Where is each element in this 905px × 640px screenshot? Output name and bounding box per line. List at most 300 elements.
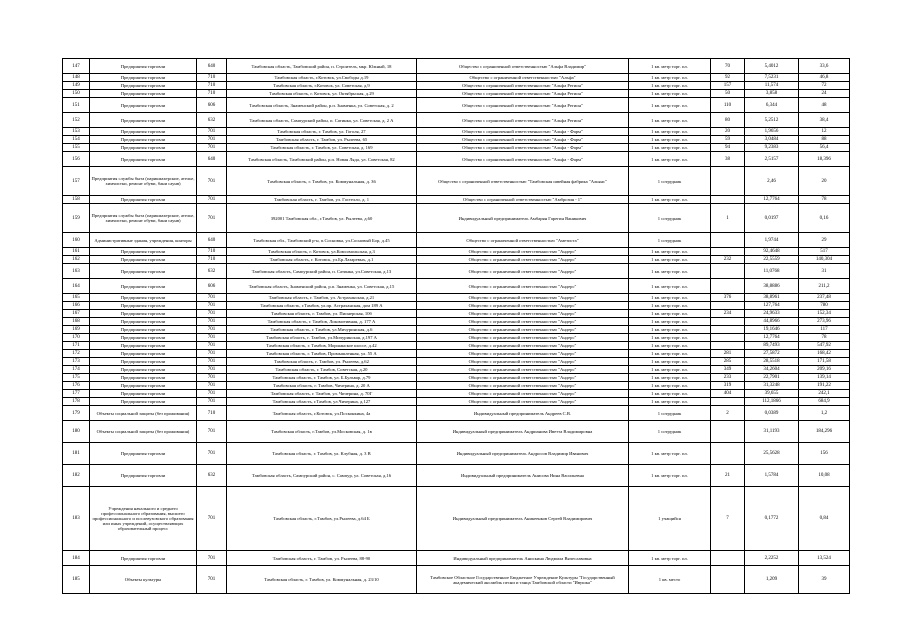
cell-norm-value[interactable]: 209,16	[799, 366, 850, 374]
cell-address[interactable]: Тамбовская область, г. Тамбов, ул. Советская, д. 169	[227, 144, 417, 152]
cell-volume-value[interactable]: 1,9656	[745, 128, 799, 136]
cell-address[interactable]: Тамбовская область, г. Тамбов, ул. Рылеева, д.62	[227, 358, 417, 366]
cell-organization-name[interactable]: Общество с ограниченной ответственностью "Андерс"	[417, 382, 629, 390]
cell-quantity[interactable]	[711, 248, 745, 256]
cell-row-number[interactable]: 182	[63, 465, 90, 487]
cell-okato-code[interactable]: 640	[197, 59, 227, 74]
cell-volume-value[interactable]: 9,2383	[745, 144, 799, 152]
cell-norm-value[interactable]: 78	[799, 196, 850, 204]
cell-volume-value[interactable]: 1,209	[745, 566, 799, 594]
cell-calc-unit[interactable]: 1 сотрудник	[629, 233, 711, 248]
cell-address[interactable]: Тамбовская область, г. Тамбов, ул. Рылеева, 65	[227, 136, 417, 144]
cell-address[interactable]: Тамбовская область, г. Тамбов, ул. Чичерина, д. 70Г	[227, 390, 417, 398]
cell-row-number[interactable]: 183	[63, 487, 90, 551]
cell-organization-name[interactable]: Общество с ограниченной ответственностью "Тамбовская швейная фабрика "Альянс"	[417, 167, 629, 196]
cell-organization-name[interactable]: Общество с ограниченной ответственностью "Андерс"	[417, 374, 629, 382]
cell-volume-value[interactable]: 7,5231	[745, 74, 799, 82]
cell-address[interactable]: Тамбовская область, Сампурский район, с. Сампур, ул. Советская, д.16	[227, 465, 417, 487]
cell-address[interactable]: Тамбовская область, г. Тамбов, ул. Гастелло, д. 1	[227, 196, 417, 204]
cell-quantity[interactable]: 404	[711, 390, 745, 398]
cell-norm-value[interactable]: 48	[799, 98, 850, 113]
cell-object-type[interactable]: Предприятия торговли	[90, 334, 197, 342]
cell-okato-code[interactable]: 701	[197, 443, 227, 465]
cell-volume-value[interactable]: 24,9633	[745, 310, 799, 318]
cell-address[interactable]: Тамбовская область, Тамбовский район, п. Строитель, мкр. Южный, 18	[227, 59, 417, 74]
cell-norm-value[interactable]: 0,16	[799, 204, 850, 233]
cell-row-number[interactable]: 174	[63, 366, 90, 374]
cell-row-number[interactable]: 158	[63, 196, 90, 204]
cell-address[interactable]: Тамбовская область, г. Котовск, ул.Комсомольская, д.3	[227, 248, 417, 256]
cell-row-number[interactable]: 185	[63, 566, 90, 594]
cell-okato-code[interactable]: 701	[197, 350, 227, 358]
cell-object-type[interactable]: Предприятия торговли	[90, 294, 197, 302]
cell-address[interactable]: Тамбовская область, г.Котовск, ул. Советская, д.9	[227, 82, 417, 90]
cell-norm-value[interactable]: 184,296	[799, 421, 850, 443]
cell-row-number[interactable]: 175	[63, 374, 90, 382]
cell-volume-value[interactable]: 2,46	[745, 167, 799, 196]
cell-quantity[interactable]: 38	[711, 152, 745, 167]
cell-organization-name[interactable]: Общество с ограниченной ответственностью "Андерс"	[417, 279, 629, 294]
cell-calc-unit[interactable]: 1 сотрудник	[629, 204, 711, 233]
cell-quantity[interactable]	[711, 342, 745, 350]
cell-norm-value[interactable]: 152,34	[799, 310, 850, 318]
cell-row-number[interactable]: 162	[63, 256, 90, 264]
cell-volume-value[interactable]: 39,655	[745, 390, 799, 398]
cell-quantity[interactable]: 232	[711, 256, 745, 264]
cell-address[interactable]: Тамбовская область, Знаменский район, р.п. Знаменка, ул. Советская, д. 2	[227, 98, 417, 113]
cell-address[interactable]: Тамбовская область, г. Тамбов, Локомотивная, д. 177 А	[227, 318, 417, 326]
cell-organization-name[interactable]: Общество с ограниченной ответственностью "Андерс"	[417, 398, 629, 406]
cell-okato-code[interactable]: 701	[197, 144, 227, 152]
cell-organization-name[interactable]: Общество с ограниченной ответственностью "Альфа - Фарм"	[417, 144, 629, 152]
cell-object-type[interactable]: Предприятия торговли	[90, 374, 197, 382]
cell-organization-name[interactable]: Индивидуальный предприниматель Амбарян Гарегин Ваникович	[417, 204, 629, 233]
cell-volume-value[interactable]: 19,1646	[745, 326, 799, 334]
cell-norm-value[interactable]: 171,58	[799, 358, 850, 366]
cell-quantity[interactable]	[711, 264, 745, 279]
cell-calc-unit[interactable]: 1 кв. метр торг. пл.	[629, 465, 711, 487]
cell-volume-value[interactable]: 27,5872	[745, 350, 799, 358]
cell-volume-value[interactable]: 12,7764	[745, 334, 799, 342]
cell-quantity[interactable]	[711, 302, 745, 310]
cell-row-number[interactable]: 180	[63, 421, 90, 443]
cell-address[interactable]: 392001 Тамбовская обл., г.Тамбов, ул. Рылеева, д.60	[227, 204, 417, 233]
cell-organization-name[interactable]: Общество с ограниченной ответственностью "Андерс"	[417, 302, 629, 310]
cell-address[interactable]: Тамбовская область, Сампурский район, п. Сатинка, ул.Советская, д.13	[227, 264, 417, 279]
cell-address[interactable]: Тамбовская область, г. Котовск, ул. Октябрьская, д.29	[227, 90, 417, 98]
cell-row-number[interactable]: 172	[63, 350, 90, 358]
cell-address[interactable]: Тамбовская область, Знаменский район, р.п. Знаменка, ул. Советская, д.15	[227, 279, 417, 294]
cell-volume-value[interactable]: 89,7493	[745, 342, 799, 350]
cell-norm-value[interactable]: 780	[799, 302, 850, 310]
cell-okato-code[interactable]: 701	[197, 310, 227, 318]
cell-organization-name[interactable]: Общество с ограниченной ответственностью "Андерс"	[417, 264, 629, 279]
cell-object-type[interactable]: Предприятия торговли	[90, 152, 197, 167]
cell-calc-unit[interactable]: 1 кв. метр торг. пл.	[629, 74, 711, 82]
cell-organization-name[interactable]: Общество с ограниченной ответственностью "Андерс"	[417, 358, 629, 366]
cell-norm-value[interactable]: 211,2	[799, 279, 850, 294]
cell-volume-value[interactable]: 2,2252	[745, 551, 799, 566]
cell-norm-value[interactable]: 78	[799, 334, 850, 342]
cell-quantity[interactable]: 50	[711, 90, 745, 98]
cell-object-type[interactable]: Предприятия торговли	[90, 302, 197, 310]
cell-row-number[interactable]: 176	[63, 382, 90, 390]
cell-object-type[interactable]: Предприятия торговли	[90, 136, 197, 144]
cell-address[interactable]: Тамбовская область, г. Тамбов, ул. Астраханская, д.21	[227, 294, 417, 302]
cell-row-number[interactable]: 148	[63, 74, 90, 82]
cell-okato-code[interactable]: 701	[197, 358, 227, 366]
cell-object-type[interactable]: Предприятия торговли	[90, 390, 197, 398]
cell-calc-unit[interactable]: 1 кв. метр торг. пл.	[629, 144, 711, 152]
cell-calc-unit[interactable]: 1 кв. метр торг. пл.	[629, 551, 711, 566]
cell-okato-code[interactable]: 701	[197, 196, 227, 204]
cell-okato-code[interactable]: 710	[197, 82, 227, 90]
cell-organization-name[interactable]: Общество с ограниченной ответственностью "Андерс"	[417, 390, 629, 398]
cell-row-number[interactable]: 181	[63, 443, 90, 465]
cell-quantity[interactable]: 234	[711, 310, 745, 318]
cell-object-type[interactable]: Предприятия торговли	[90, 350, 197, 358]
cell-norm-value[interactable]: 39	[799, 566, 850, 594]
cell-object-type[interactable]: Предприятия торговли	[90, 342, 197, 350]
cell-quantity[interactable]: 376	[711, 294, 745, 302]
cell-address[interactable]: Тамбовская область, г. Тамбов, Моршанское шоссе, д.42	[227, 342, 417, 350]
cell-okato-code[interactable]: 701	[197, 551, 227, 566]
cell-calc-unit[interactable]: 1 кв. метр торг. пл.	[629, 113, 711, 128]
cell-address[interactable]: Тамбовская область, г.Тамбов, ул.Рылеева, д.64 Б	[227, 487, 417, 551]
cell-row-number[interactable]: 160	[63, 233, 90, 248]
cell-row-number[interactable]: 153	[63, 128, 90, 136]
cell-quantity[interactable]	[711, 279, 745, 294]
cell-volume-value[interactable]: 3,858	[745, 90, 799, 98]
cell-object-type[interactable]: Объекты социальной защиты (без проживания)	[90, 406, 197, 421]
cell-quantity[interactable]: 59	[711, 136, 745, 144]
cell-calc-unit[interactable]: 1 кв. метр торг. пл.	[629, 256, 711, 264]
cell-organization-name[interactable]: Тамбовское Областное Государственное Бюджетное Учреждение Культуры "Государственный академический ансамбль песни и танца Тамбовской области "Ивушка"	[417, 566, 629, 594]
cell-volume-value[interactable]: 22,7901	[745, 374, 799, 382]
cell-norm-value[interactable]: 31	[799, 264, 850, 279]
cell-quantity[interactable]: 94	[711, 144, 745, 152]
cell-address[interactable]: Тамбовская область, г.Тамбов, ул.пр. Астраханская, дом 189 А	[227, 302, 417, 310]
cell-calc-unit[interactable]: 1 кв. метр торг. пл.	[629, 82, 711, 90]
cell-address[interactable]: Тамбовская область, г. Тамбов, ул.Мичуринская, д.6	[227, 326, 417, 334]
cell-quantity[interactable]	[711, 318, 745, 326]
cell-norm-value[interactable]: 24	[799, 90, 850, 98]
cell-okato-code[interactable]: 632	[197, 264, 227, 279]
cell-row-number[interactable]: 161	[63, 248, 90, 256]
cell-object-type[interactable]: Предприятия торговли	[90, 443, 197, 465]
cell-organization-name[interactable]: Общество с ограниченной ответственностью "Амброзия - 1"	[417, 196, 629, 204]
cell-volume-value[interactable]: 0,0197	[745, 204, 799, 233]
cell-row-number[interactable]: 159	[63, 204, 90, 233]
cell-object-type[interactable]: Предприятия торговли	[90, 98, 197, 113]
cell-norm-value[interactable]: 88	[799, 136, 850, 144]
cell-object-type[interactable]: Предприятия торговли	[90, 398, 197, 406]
cell-volume-value[interactable]: 38,8961	[745, 294, 799, 302]
cell-organization-name[interactable]: Индивидуальный предприниматель Андрианова Иветта Владимировна	[417, 421, 629, 443]
cell-address[interactable]: Тамбовская область, г. Тамбов, ул. Коммунальная, д. 36	[227, 167, 417, 196]
cell-quantity[interactable]: 92	[711, 74, 745, 82]
cell-row-number[interactable]: 171	[63, 342, 90, 350]
cell-object-type[interactable]: Предприятия торговли	[90, 366, 197, 374]
cell-object-type[interactable]: Предприятия торговли	[90, 382, 197, 390]
cell-okato-code[interactable]: 701	[197, 398, 227, 406]
cell-organization-name[interactable]: Общество с ограниченной ответственностью "Андерс"	[417, 256, 629, 264]
cell-norm-value[interactable]: 20	[799, 167, 850, 196]
cell-calc-unit[interactable]: 1 сотрудник	[629, 406, 711, 421]
cell-quantity[interactable]: 7	[711, 487, 745, 551]
cell-organization-name[interactable]: Общество с ограниченной ответственностью "Альфа Регион"	[417, 113, 629, 128]
cell-volume-value[interactable]: 38,8886	[745, 279, 799, 294]
cell-calc-unit[interactable]: 1 кв. метр торг. пл.	[629, 326, 711, 334]
cell-organization-name[interactable]: Индивидуальный предприниматель Андросов Владимир Иванович	[417, 443, 629, 465]
cell-row-number[interactable]: 147	[63, 59, 90, 74]
cell-object-type[interactable]: Предприятия торговли	[90, 59, 197, 74]
cell-okato-code[interactable]: 710	[197, 248, 227, 256]
cell-object-type[interactable]: Предприятия торговли	[90, 264, 197, 279]
cell-calc-unit[interactable]: 1 кв. метр торг. пл.	[629, 398, 711, 406]
cell-calc-unit[interactable]: 1 кв. метр торг. пл.	[629, 98, 711, 113]
cell-volume-value[interactable]: 2,5157	[745, 152, 799, 167]
cell-calc-unit[interactable]: 1 кв. метр торг. пл.	[629, 196, 711, 204]
cell-norm-value[interactable]: 242,1	[799, 390, 850, 398]
cell-organization-name[interactable]: Общество с ограниченной ответственностью "Андерс"	[417, 366, 629, 374]
cell-okato-code[interactable]: 710	[197, 256, 227, 264]
cell-calc-unit[interactable]: 1 сотрудник	[629, 421, 711, 443]
cell-norm-value[interactable]: 72	[799, 82, 850, 90]
cell-address[interactable]: Тамбовская область, г. Тамбов, ул. Рылеева, 88-90	[227, 551, 417, 566]
cell-norm-value[interactable]: 56,4	[799, 144, 850, 152]
cell-organization-name[interactable]: Общество с ограниченной ответственностью "Альфа Владимир"	[417, 59, 629, 74]
cell-row-number[interactable]: 184	[63, 551, 90, 566]
cell-calc-unit[interactable]: 1 сотрудник	[629, 167, 711, 196]
cell-object-type[interactable]: Предприятия торговли	[90, 196, 197, 204]
cell-okato-code[interactable]: 606	[197, 279, 227, 294]
cell-row-number[interactable]: 156	[63, 152, 90, 167]
cell-address[interactable]: Тамбовская область, г.Котовск, ул.Свободы д.19	[227, 74, 417, 82]
cell-calc-unit[interactable]: 1 кв. метр торг. пл.	[629, 279, 711, 294]
cell-volume-value[interactable]: 34,2604	[745, 366, 799, 374]
cell-address[interactable]: Тамбовская область, г. Тамбов, Чичерина, д. 20 А	[227, 382, 417, 390]
cell-quantity[interactable]: 20	[711, 128, 745, 136]
cell-okato-code[interactable]: 701	[197, 421, 227, 443]
cell-norm-value[interactable]: 140,304	[799, 256, 850, 264]
cell-organization-name[interactable]: Общество с ограниченной ответственностью "Аметиста"	[417, 233, 629, 248]
cell-calc-unit[interactable]: 1 учащийся	[629, 487, 711, 551]
cell-object-type[interactable]: Предприятия службы быта (парикмахерские, ателье, химчистки, ремонт обуви, бани саунв)	[90, 204, 197, 233]
cell-volume-value[interactable]: 12,7764	[745, 196, 799, 204]
cell-quantity[interactable]: 233	[711, 374, 745, 382]
cell-okato-code[interactable]: 710	[197, 90, 227, 98]
cell-quantity[interactable]: 2	[711, 406, 745, 421]
cell-calc-unit[interactable]: 1 кв. метр торг. пл.	[629, 334, 711, 342]
cell-okato-code[interactable]: 701	[197, 390, 227, 398]
cell-organization-name[interactable]: Общество с ограниченной ответственностью "Андерс"	[417, 310, 629, 318]
cell-norm-value[interactable]: 273,96	[799, 318, 850, 326]
cell-row-number[interactable]: 166	[63, 302, 90, 310]
cell-address[interactable]: Тамбовская область, г.Тамбов, ул.Московская, д. 1в	[227, 421, 417, 443]
cell-volume-value[interactable]: 1,5784	[745, 465, 799, 487]
cell-address[interactable]: Тамбовская область, Тамбовский район, р.п. Новая Ляда, ул. Советская, 82	[227, 152, 417, 167]
cell-address[interactable]: Тамбовская область, г. Тамбов, ул. Клубная, д. 3 В	[227, 443, 417, 465]
cell-address[interactable]: Тамбовская область, г. Тамбов, Советская, д.20	[227, 366, 417, 374]
cell-okato-code[interactable]: 701	[197, 374, 227, 382]
cell-quantity[interactable]	[711, 566, 745, 594]
cell-okato-code[interactable]: 710	[197, 74, 227, 82]
cell-organization-name[interactable]: Общество с ограниченной ответственностью "Андерс"	[417, 294, 629, 302]
cell-okato-code[interactable]: 701	[197, 294, 227, 302]
cell-volume-value[interactable]: 127,764	[745, 302, 799, 310]
cell-organization-name[interactable]: Общество с ограниченной ответственностью "Андерс"	[417, 342, 629, 350]
cell-quantity[interactable]	[711, 167, 745, 196]
cell-okato-code[interactable]: 701	[197, 334, 227, 342]
cell-okato-code[interactable]: 701	[197, 366, 227, 374]
cell-object-type[interactable]: Предприятия торговли	[90, 128, 197, 136]
cell-row-number[interactable]: 155	[63, 144, 90, 152]
cell-row-number[interactable]: 173	[63, 358, 90, 366]
cell-object-type[interactable]: Предприятия торговли	[90, 90, 197, 98]
cell-norm-value[interactable]: 547,92	[799, 342, 850, 350]
cell-okato-code[interactable]: 701	[197, 204, 227, 233]
cell-object-type[interactable]: Предприятия службы быта (парикмахерские, ателье, химчистки, ремонт обуви, бани саунв)	[90, 167, 197, 196]
cell-organization-name[interactable]: Индивидуальный предприниматель Аникеенков Сергей Владимирович	[417, 487, 629, 551]
cell-quantity[interactable]	[711, 421, 745, 443]
cell-volume-value[interactable]: 5,4012	[745, 59, 799, 74]
cell-calc-unit[interactable]: 1 кв. место	[629, 566, 711, 594]
cell-organization-name[interactable]: Общество с ограниченной ответственностью "Альфа - Фарм"	[417, 136, 629, 144]
cell-row-number[interactable]: 151	[63, 98, 90, 113]
cell-row-number[interactable]: 169	[63, 326, 90, 334]
cell-row-number[interactable]: 163	[63, 264, 90, 279]
cell-calc-unit[interactable]: 1 кв. метр торг. пл.	[629, 90, 711, 98]
cell-calc-unit[interactable]: 1 кв. метр торг. пл.	[629, 248, 711, 256]
cell-volume-value[interactable]: 5,2512	[745, 113, 799, 128]
cell-row-number[interactable]: 170	[63, 334, 90, 342]
cell-okato-code[interactable]: 701	[197, 566, 227, 594]
cell-row-number[interactable]: 179	[63, 406, 90, 421]
cell-quantity[interactable]	[711, 233, 745, 248]
cell-calc-unit[interactable]: 1 кв. метр торг. пл.	[629, 366, 711, 374]
cell-address[interactable]: Тамбовская область, г. Тамбов, ул. Б.Бульвар, д.79	[227, 374, 417, 382]
cell-address[interactable]: Тамбовская область, г. Тамбов, ул.Мичуринская, д.197 А	[227, 334, 417, 342]
cell-okato-code[interactable]: 701	[197, 382, 227, 390]
cell-volume-value[interactable]: 6,344	[745, 98, 799, 113]
cell-quantity[interactable]	[711, 443, 745, 465]
cell-volume-value[interactable]: 0,1772	[745, 487, 799, 551]
cell-object-type[interactable]: Предприятия торговли	[90, 113, 197, 128]
cell-address[interactable]: Тамбовская область, г. Тамбов, Промышленная, ул. 55 А	[227, 350, 417, 358]
cell-organization-name[interactable]: Индивидуальный предприниматель Анисова Нина Васильевна	[417, 465, 629, 487]
cell-object-type[interactable]: Предприятия торговли	[90, 144, 197, 152]
cell-quantity[interactable]	[711, 398, 745, 406]
cell-quantity[interactable]: 70	[711, 59, 745, 74]
cell-okato-code[interactable]: 701	[197, 326, 227, 334]
cell-calc-unit[interactable]: 1 кв. метр торг. пл.	[629, 152, 711, 167]
cell-okato-code[interactable]: 632	[197, 465, 227, 487]
cell-object-type[interactable]: Предприятия торговли	[90, 551, 197, 566]
cell-okato-code[interactable]: 701	[197, 487, 227, 551]
cell-row-number[interactable]: 154	[63, 136, 90, 144]
cell-row-number[interactable]: 168	[63, 318, 90, 326]
cell-norm-value[interactable]: 46,8	[799, 74, 850, 82]
cell-calc-unit[interactable]: 1 кв. метр торг. пл.	[629, 374, 711, 382]
cell-norm-value[interactable]: 156	[799, 443, 850, 465]
cell-calc-unit[interactable]: 1 кв. метр торг. пл.	[629, 310, 711, 318]
cell-object-type[interactable]: Объекты культуры	[90, 566, 197, 594]
cell-object-type[interactable]: Учреждения начального и среднего профессионального образования, высшего профессионального и послевузовского образования или иных учреждений, осуществляющих образовательный процесс	[90, 487, 197, 551]
cell-volume-value[interactable]: 31,1193	[745, 421, 799, 443]
cell-organization-name[interactable]: Общество с ограниченной ответственностью "Андерс"	[417, 318, 629, 326]
cell-okato-code[interactable]: 640	[197, 152, 227, 167]
cell-okato-code[interactable]: 640	[197, 233, 227, 248]
cell-address[interactable]: Тамбовская область, Сампурский район, п. Сатинка, ул. Советская, д. 2 А	[227, 113, 417, 128]
cell-norm-value[interactable]: 168,42	[799, 350, 850, 358]
cell-calc-unit[interactable]: 1 кв. метр торг. пл.	[629, 302, 711, 310]
cell-calc-unit[interactable]: 1 кв. метр торг. пл.	[629, 294, 711, 302]
cell-object-type[interactable]: Предприятия торговли	[90, 358, 197, 366]
cell-quantity[interactable]	[711, 551, 745, 566]
cell-norm-value[interactable]: 0,84	[799, 487, 850, 551]
cell-quantity[interactable]	[711, 334, 745, 342]
cell-volume-value[interactable]: 3,0484	[745, 136, 799, 144]
cell-address[interactable]: Тамбовская область, г. Тамбов, ул. Коммунальная, д. 23/10	[227, 566, 417, 594]
cell-calc-unit[interactable]: 1 кв. метр торг. пл.	[629, 318, 711, 326]
cell-row-number[interactable]: 157	[63, 167, 90, 196]
cell-object-type[interactable]: Предприятия торговли	[90, 279, 197, 294]
cell-organization-name[interactable]: Индивидуальный предприниматель Анискина Людмила Вячеславовна	[417, 551, 629, 566]
cell-organization-name[interactable]: Общество с ограниченной ответственностью "Альфа Регион"	[417, 82, 629, 90]
cell-norm-value[interactable]: 237,48	[799, 294, 850, 302]
cell-object-type[interactable]: Предприятия торговли	[90, 256, 197, 264]
cell-norm-value[interactable]: 1,2	[799, 406, 850, 421]
cell-calc-unit[interactable]: 1 кв. метр торг. пл.	[629, 390, 711, 398]
cell-row-number[interactable]: 149	[63, 82, 90, 90]
cell-object-type[interactable]: Предприятия торговли	[90, 310, 197, 318]
cell-quantity[interactable]: 157	[711, 82, 745, 90]
cell-okato-code[interactable]: 632	[197, 113, 227, 128]
cell-object-type[interactable]: Предприятия торговли	[90, 248, 197, 256]
cell-calc-unit[interactable]: 1 кв. метр торг. пл.	[629, 342, 711, 350]
cell-norm-value[interactable]: 117	[799, 326, 850, 334]
cell-address[interactable]: Тамбовская область, г.Тамбов, ул.Чичерина, д.127	[227, 398, 417, 406]
cell-row-number[interactable]: 150	[63, 90, 90, 98]
cell-row-number[interactable]: 178	[63, 398, 90, 406]
cell-okato-code[interactable]: 701	[197, 302, 227, 310]
cell-okato-code[interactable]: 701	[197, 342, 227, 350]
cell-volume-value[interactable]: 1,9744	[745, 233, 799, 248]
cell-volume-value[interactable]: 112,1866	[745, 398, 799, 406]
cell-calc-unit[interactable]: 1 кв. метр торг. пл.	[629, 443, 711, 465]
cell-quantity[interactable]: 110	[711, 98, 745, 113]
cell-object-type[interactable]: Предприятия торговли	[90, 82, 197, 90]
cell-quantity[interactable]	[711, 326, 745, 334]
cell-quantity[interactable]	[711, 196, 745, 204]
cell-address[interactable]: Тамбовская область, г. Котовск, ул.Бр.Лазаревых, д.1	[227, 256, 417, 264]
cell-okato-code[interactable]: 606	[197, 98, 227, 113]
cell-norm-value[interactable]: 38,4	[799, 113, 850, 128]
cell-organization-name[interactable]: Общество с ограниченной ответственностью "Альфа"	[417, 74, 629, 82]
cell-volume-value[interactable]: 28,5518	[745, 358, 799, 366]
cell-calc-unit[interactable]: 1 кв. метр торг. пл.	[629, 128, 711, 136]
cell-organization-name[interactable]: Общество с ограниченной ответственностью "Андерс"	[417, 248, 629, 256]
cell-object-type[interactable]: Предприятия торговли	[90, 318, 197, 326]
cell-object-type[interactable]: Объекты социальной защиты (без проживания)	[90, 421, 197, 443]
cell-norm-value[interactable]: 10,08	[799, 465, 850, 487]
cell-norm-value[interactable]: 12	[799, 128, 850, 136]
cell-calc-unit[interactable]: 1 кв. метр торг. пл.	[629, 264, 711, 279]
cell-row-number[interactable]: 177	[63, 390, 90, 398]
cell-quantity[interactable]: 319	[711, 382, 745, 390]
cell-address[interactable]: Тамбовская обл., Тамбовский р-н, п.Сосновка, ул.Сосновый Бор, д.45	[227, 233, 417, 248]
